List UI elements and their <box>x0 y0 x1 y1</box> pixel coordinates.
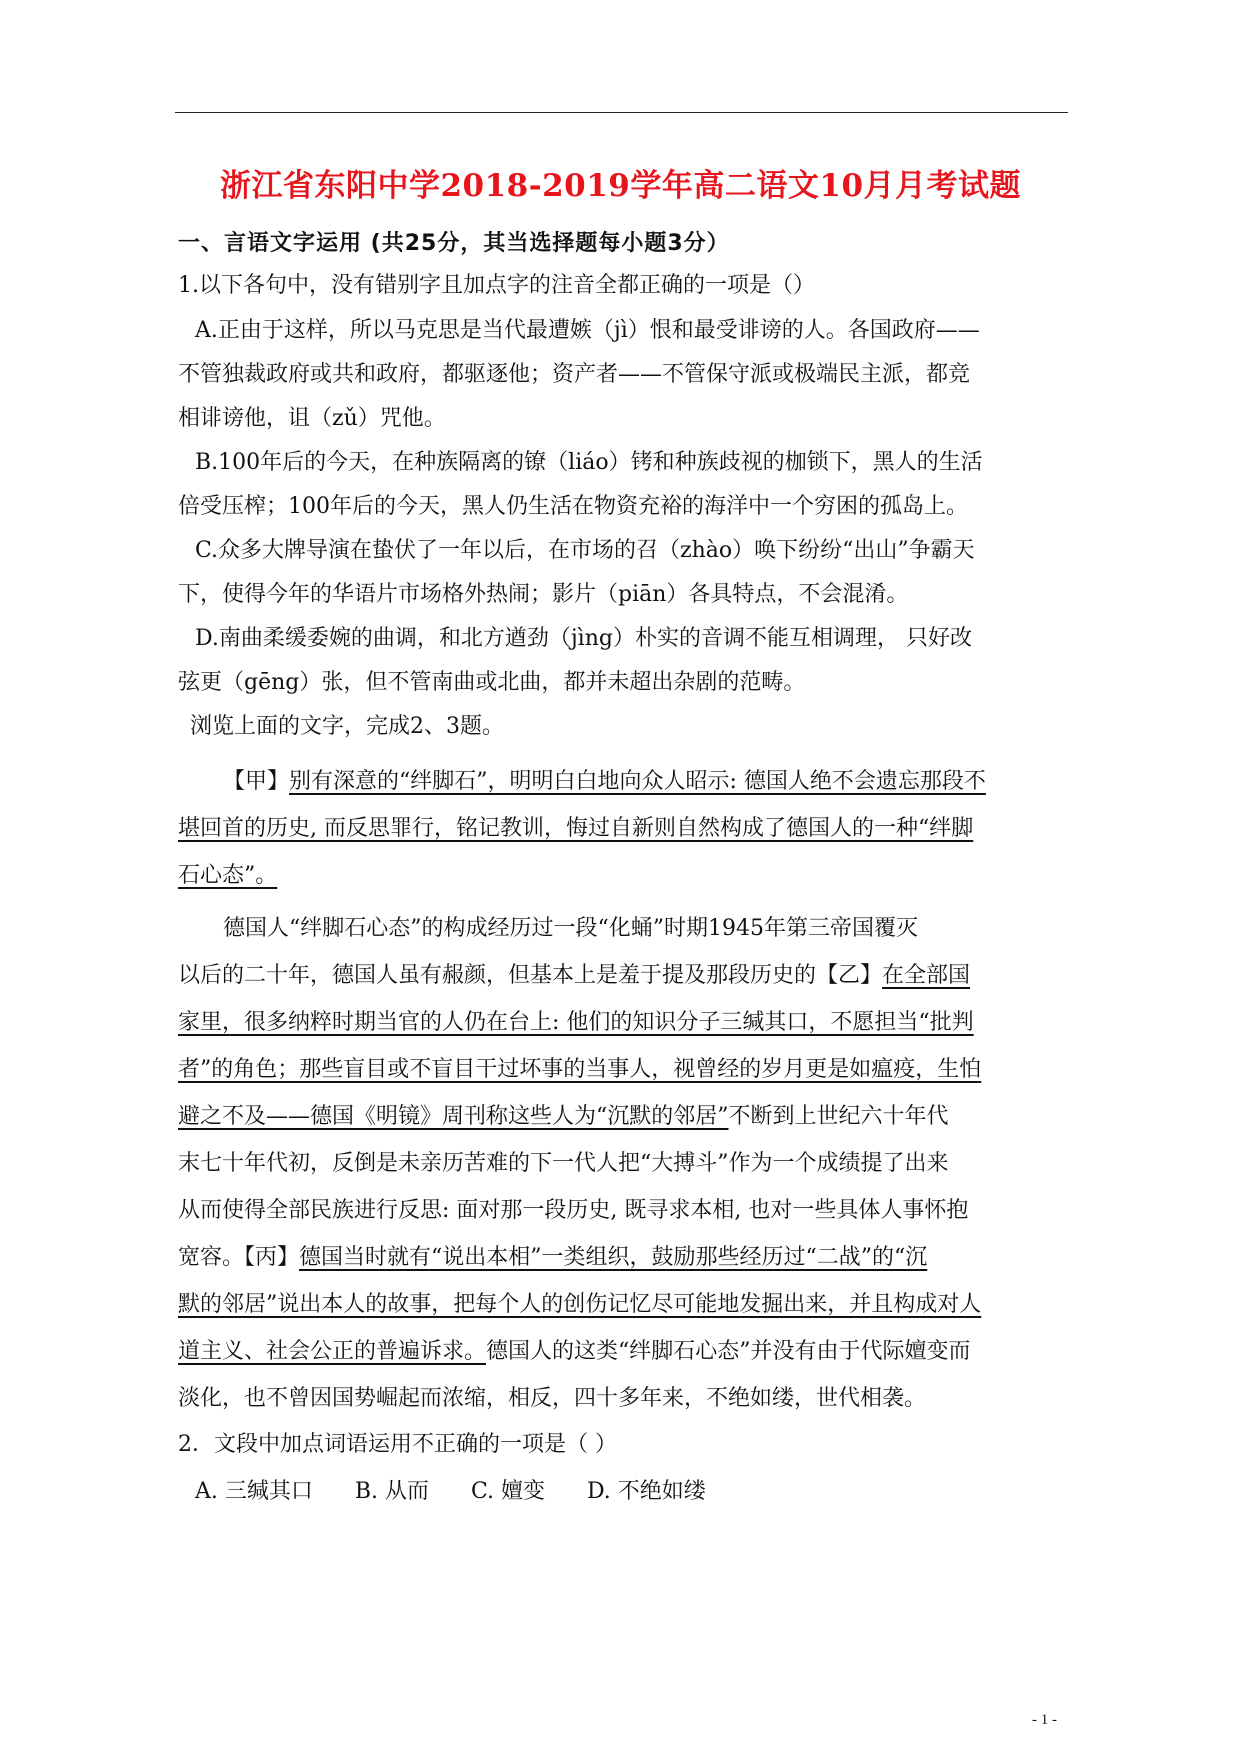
passage-jia-line-3 <box>178 861 277 891</box>
option-d-line-1: D.南曲柔缓委婉的曲调，和北方遒劲（jìng）朴实的音调不能互相调理， 只好改 <box>195 626 972 651</box>
passage-line-5 <box>178 1102 949 1132</box>
underlined-text: 者”的角色；那些盲目或不盲目干过坏事的当事人，视曾经的岁月更是如瘟疫，生怕 <box>178 1057 982 1082</box>
passage-jia-line-2 <box>178 814 973 844</box>
section-heading: 一、言语文字运用 (共25分，其当选择题每小题3分） <box>178 231 730 256</box>
passage-line-2 <box>178 961 970 991</box>
option-a-line-3: 相诽谤他，诅（zǔ）咒他。 <box>178 406 446 431</box>
question-2-stem: 2．文段中加点词语运用不正确的一项是（ ） <box>178 1432 617 1457</box>
marker-jia: 【甲】 <box>223 769 290 794</box>
page-number: - 1 - <box>1032 1712 1057 1728</box>
instruction-line: 浏览上面的文字，完成2、3题。 <box>190 714 504 739</box>
plain-text: 宽容。 <box>178 1245 245 1270</box>
underlined-text: 家里，很多纳粹时期当官的人仍在台上: 他们的知识分子三缄其口，不愿担当“批判 <box>178 1010 974 1035</box>
option-b-line-2: 倍受压榨；100年后的今天，黑人仍生活在物资充裕的海洋中一个穷困的孤岛上。 <box>178 494 968 519</box>
passage-line-11: 淡化，也不曾因国势崛起而浓缩，相反，四十多年来，不绝如缕，世代相袭。 <box>178 1386 927 1411</box>
option-b-line-1: B.100年后的今天，在种族隔离的镣（liáo）铐和种族歧视的枷锁下，黑人的生活 <box>195 450 983 475</box>
passage-line-8 <box>178 1243 927 1273</box>
underlined-text: 在全部国 <box>882 963 971 988</box>
header-rule <box>175 112 1068 113</box>
passage-line-1: 德国人“绊脚石心态”的构成经历过一段“化蛹”时期1945年第三帝国覆灭 <box>223 916 918 941</box>
underlined-text: 避之不及——德国《明镜》周刊称这些人为“沉默的邻居” <box>178 1104 729 1129</box>
plain-text: 德国人的这类“绊脚石心态”并没有由于代际嬗变而 <box>486 1339 971 1364</box>
option-a-line-1: A.正由于这样，所以马克思是当代最遭嫉（jì）恨和最受诽谤的人。各国政府—— <box>195 318 980 343</box>
passage-line-9 <box>178 1290 981 1320</box>
underlined-text: 堪回首的历史, 而反思罪行，铭记教训，悔过自新则自然构成了德国人的一种“绊脚 <box>178 816 974 841</box>
underlined-text: 德国当时就有“说出本相”一类组织，鼓励那些经历过“二战”的“沉 <box>299 1245 928 1270</box>
question-1-stem: 1.以下各句中，没有错别字且加点字的注音全都正确的一项是（） <box>178 273 815 298</box>
passage-line-4 <box>178 1055 981 1085</box>
passage-line-10 <box>178 1337 971 1367</box>
option-c-line-2: 下，使得今年的华语片市场格外热闹；影片（piān）各具特点，不会混淆。 <box>178 582 909 607</box>
passage-line-3 <box>178 1008 974 1038</box>
underlined-text: 石心态”。 <box>178 863 278 888</box>
question-2-options: A. 三缄其口 B. 从而 C. 嬗变 D. 不绝如缕 <box>195 1479 706 1504</box>
underlined-text: 道主义、社会公正的普遍诉求。 <box>178 1339 487 1364</box>
underlined-text: 默的邻居”说出本人的故事，把每个人的创伤记忆尽可能地发掘出来，并且构成对人 <box>178 1292 982 1317</box>
plain-text: 以后的二十年，德国人虽有赧颜，但基本上是羞于提及那段历史的 <box>178 963 817 988</box>
option-d-line-2: 弦更（gēng）张，但不管南曲或北曲，都并未超出杂剧的范畴。 <box>178 670 806 695</box>
passage-line-6: 末七十年代初，反倒是未亲历苦难的下一代人把“大搏斗”作为一个成绩提了出来 <box>178 1151 949 1176</box>
passage-jia-line-1 <box>223 767 986 797</box>
option-a-line-2: 不管独裁政府或共和政府，都驱逐他；资产者——不管保守派或极端民主派，都竞 <box>178 362 971 387</box>
marker-bing: 【丙】 <box>244 1245 300 1270</box>
plain-text: 不断到上世纪六十年代 <box>728 1104 949 1129</box>
passage-line-7: 从而使得全部民族进行反思: 面对那一段历史, 既寻求本相, 也对一些具体人事怀抱 <box>178 1198 969 1223</box>
marker-yi: 【乙】 <box>816 963 883 988</box>
page-title: 浙江省东阳中学2018-2019学年高二语文10月月考试题 <box>219 168 1022 204</box>
underlined-text: 别有深意的“绊脚石”，明明白白地向众人昭示: 德国人绝不会遗忘那段不 <box>289 769 986 794</box>
option-c-line-1: C.众多大牌导演在蛰伏了一年以后，在市场的召（zhào）唤下纷纷“出山”争霸天 <box>195 538 975 563</box>
